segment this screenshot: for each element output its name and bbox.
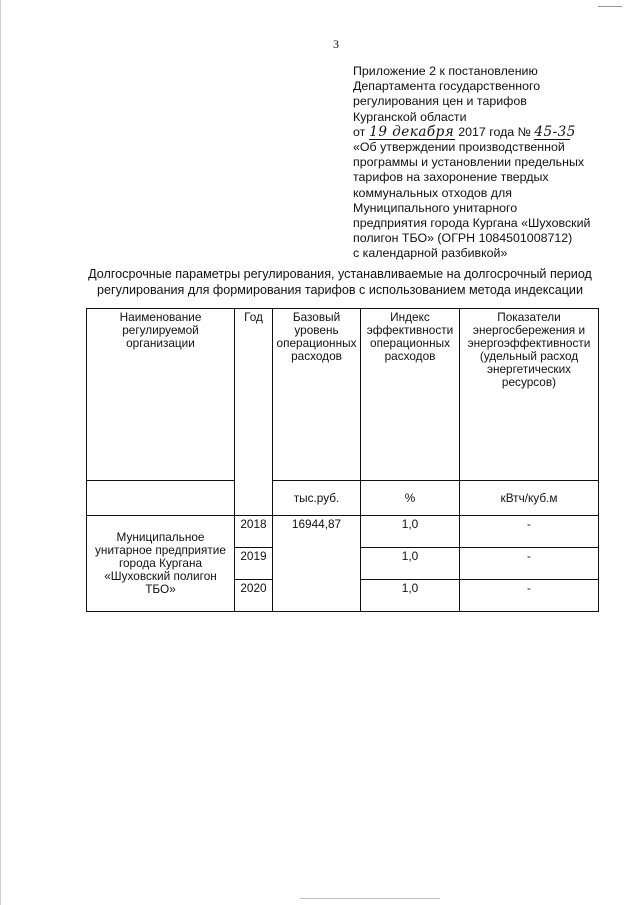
appendix-title-line: тарифов на захоронение твердых	[353, 170, 549, 185]
handwritten-number: 45-35	[534, 123, 576, 140]
appendix-line: Департамента государственного	[353, 79, 541, 94]
table-header-row	[87, 309, 599, 481]
row-energy: -	[460, 580, 599, 612]
header-organization: Наименование регулируемой организации	[87, 309, 235, 481]
scan-mark	[598, 6, 622, 7]
row-year: 2018	[235, 516, 273, 548]
scan-edge	[0, 0, 1, 905]
appendix-title-line: с календарной разбивкой»	[353, 246, 508, 261]
heading-line: Долгосрочные параметры регулирования, устанавливаемые на долгосрочный период	[88, 267, 592, 281]
unit-base: тыс.руб.	[273, 481, 361, 516]
base-value: 16944,87	[273, 516, 361, 612]
table-units-row	[87, 481, 599, 516]
appendix-title-line: полигон ТБО» (ОГРН 1084501008712)	[353, 231, 573, 246]
header-year: Год	[235, 309, 273, 516]
appendix-title-line: «Об утверждении производственной	[353, 140, 565, 155]
appendix-date-line	[353, 125, 628, 140]
row-index: 1,0	[361, 548, 460, 580]
appendix-title-line: Муниципального унитарного	[353, 200, 518, 215]
date-year: 2017 года №	[458, 124, 531, 139]
units-empty	[87, 481, 235, 516]
header-base-level: Базовый уровень операционных расходов	[273, 309, 361, 481]
scan-mark-bottom	[300, 898, 440, 899]
handwritten-date: 19 декабря	[369, 123, 455, 140]
appendix-title-line: предприятия города Кургана «Шуховский	[353, 216, 591, 231]
unit-index: %	[361, 481, 460, 516]
appendix-line: Приложение 2 к постановлению	[353, 64, 538, 78]
row-year: 2020	[235, 580, 273, 612]
appendix-block	[353, 64, 628, 262]
row-energy: -	[460, 548, 599, 580]
header-efficiency-index: Индекс эффективности операционных расходов	[361, 309, 460, 481]
header-energy-indicators: Показатели энергосбережения и энергоэффективности (удельный расход энергетических ресурсов)	[460, 309, 599, 481]
appendix-line: регулирования цен и тарифов	[353, 94, 527, 109]
row-energy: -	[460, 516, 599, 548]
organization-name: Муниципальное унитарное предприятие города Кургана «Шуховский полигон ТБО»	[87, 516, 235, 612]
row-year: 2019	[235, 548, 273, 580]
parameters-table	[86, 308, 599, 612]
heading-line: регулирования для формирования тарифов с использованием метода индексации	[97, 282, 583, 297]
row-index: 1,0	[361, 580, 460, 612]
row-index: 1,0	[361, 516, 460, 548]
appendix-title-line: программы и установлении предельных	[353, 155, 585, 170]
appendix-title-line: коммунальных отходов для	[353, 185, 512, 200]
document-heading	[70, 267, 610, 298]
table-row	[87, 516, 599, 548]
date-prefix: от	[353, 124, 366, 139]
appendix-line: Курганской области	[353, 109, 467, 124]
unit-energy: кВтч/куб.м	[460, 481, 599, 516]
page-number: 3	[333, 37, 339, 51]
